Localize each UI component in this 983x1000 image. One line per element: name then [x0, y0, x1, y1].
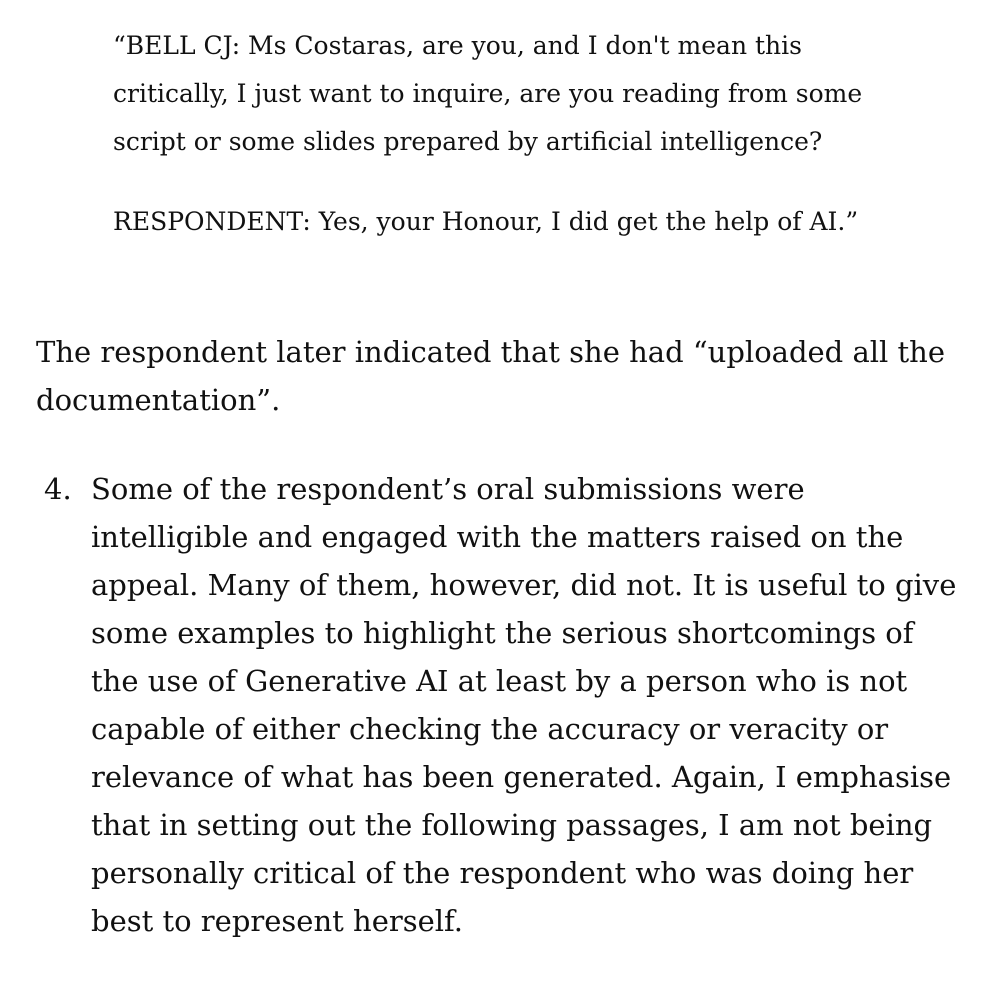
quote-exchange-respondent: RESPONDENT: Yes, your Honour, I did get the help of AI.”: [113, 207, 859, 236]
transcript-quote: [113, 22, 913, 246]
paragraph-number: 4.: [44, 472, 72, 506]
body-paragraph: The respondent later indicated that she had “uploaded all the documentation”.: [36, 335, 945, 417]
paragraph-text: Some of the respondent’s oral submissions were intelligible and engaged with the matters raised on the appeal. Many of them, however, did not. It is useful to give some examples to highlight the serious shortcomings of the use of Generative AI at least by a person who is not capable of either checking the accuracy or veracity or relevance of what has been generated. Again, I emphasise that in setting out the following passages, I am not being personally critical of the respondent who was doing her best to represent herself.: [91, 472, 957, 938]
quote-exchange-bell-cj: “BELL CJ: Ms Costaras, are you, and I don't mean this critically, I just want to inquire, are you reading from some script or some slides prepared by artificial intelligence?: [113, 31, 863, 156]
